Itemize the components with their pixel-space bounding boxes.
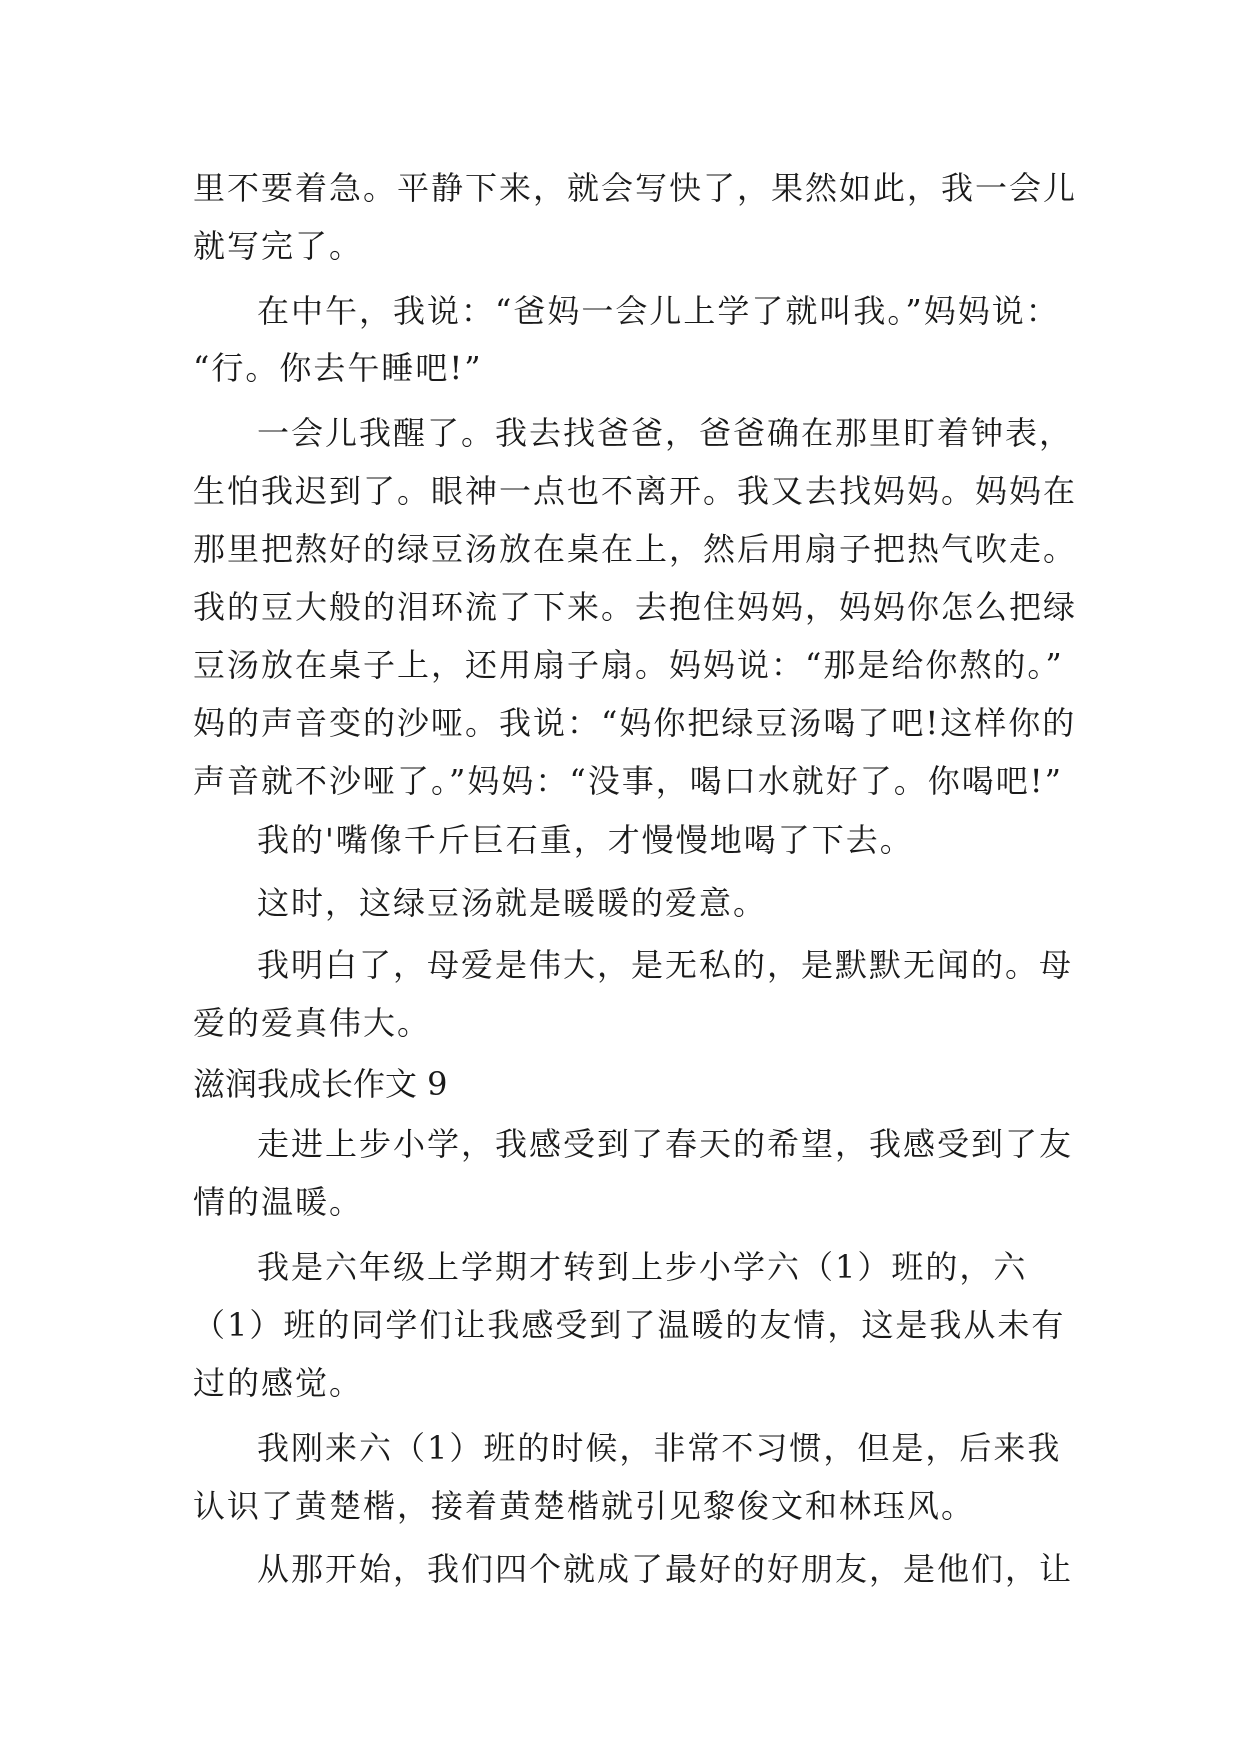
text-line: 声音就不沙哑了。”妈妈：“没事，喝口水就好了。你喝吧!” xyxy=(193,762,1063,800)
text-line: 豆汤放在桌子上，还用扇子扇。妈妈说：“那是给你熬的。” xyxy=(193,646,1064,684)
text-line: 情的温暖。 xyxy=(193,1183,364,1221)
text-line: 妈的声音变的沙哑。我说：“妈你把绿豆汤喝了吧!这样你的 xyxy=(193,704,1077,742)
text-line: 我明白了，母爱是伟大，是无私的，是默默无闻的。母 xyxy=(257,946,1074,984)
text-line: 我刚来六（1）班的时候，非常不习惯，但是，后来我 xyxy=(257,1429,1062,1467)
text-line: 我的豆大般的泪环流了下来。去抱住妈妈，妈妈你怎么把绿 xyxy=(193,588,1078,626)
text-line: 里不要着急。平静下来，就会写快了，果然如此，我一会儿 xyxy=(193,169,1078,207)
text-line: 从那开始，我们四个就成了最好的好朋友，是他们，让 xyxy=(257,1550,1074,1588)
text-line: “行。你去午睡吧!” xyxy=(193,349,483,387)
text-line: 在中午，我说：“爸妈一会儿上学了就叫我。”妈妈说： xyxy=(257,292,1060,330)
text-line: 我是六年级上学期才转到上步小学六（1）班的，六 xyxy=(257,1248,1028,1286)
section-heading: 滋润我成长作文 9 xyxy=(193,1065,448,1103)
text-line: 那里把熬好的绿豆汤放在桌在上，然后用扇子把热气吹走。 xyxy=(193,530,1078,568)
text-line: 生怕我迟到了。眼神一点也不离开。我又去找妈妈。妈妈在 xyxy=(193,472,1078,510)
text-line: （1）班的同学们让我感受到了温暖的友情，这是我从未有 xyxy=(193,1306,1066,1344)
text-line: 爱的爱真伟大。 xyxy=(193,1004,432,1042)
text-line: 这时，这绿豆汤就是暖暖的爱意。 xyxy=(257,884,768,922)
text-line: 一会儿我醒了。我去找爸爸，爸爸确在那里盯着钟表， xyxy=(257,414,1074,452)
text-line: 过的感觉。 xyxy=(193,1364,364,1402)
text-line: 我的'嘴像千斤巨石重，才慢慢地喝了下去。 xyxy=(257,821,914,859)
text-line: 认识了黄楚楷，接着黄楚楷就引见黎俊文和林珏风。 xyxy=(193,1487,976,1525)
text-line: 走进上步小学，我感受到了春天的希望，我感受到了友 xyxy=(257,1125,1074,1163)
text-line: 就写完了。 xyxy=(193,227,364,265)
